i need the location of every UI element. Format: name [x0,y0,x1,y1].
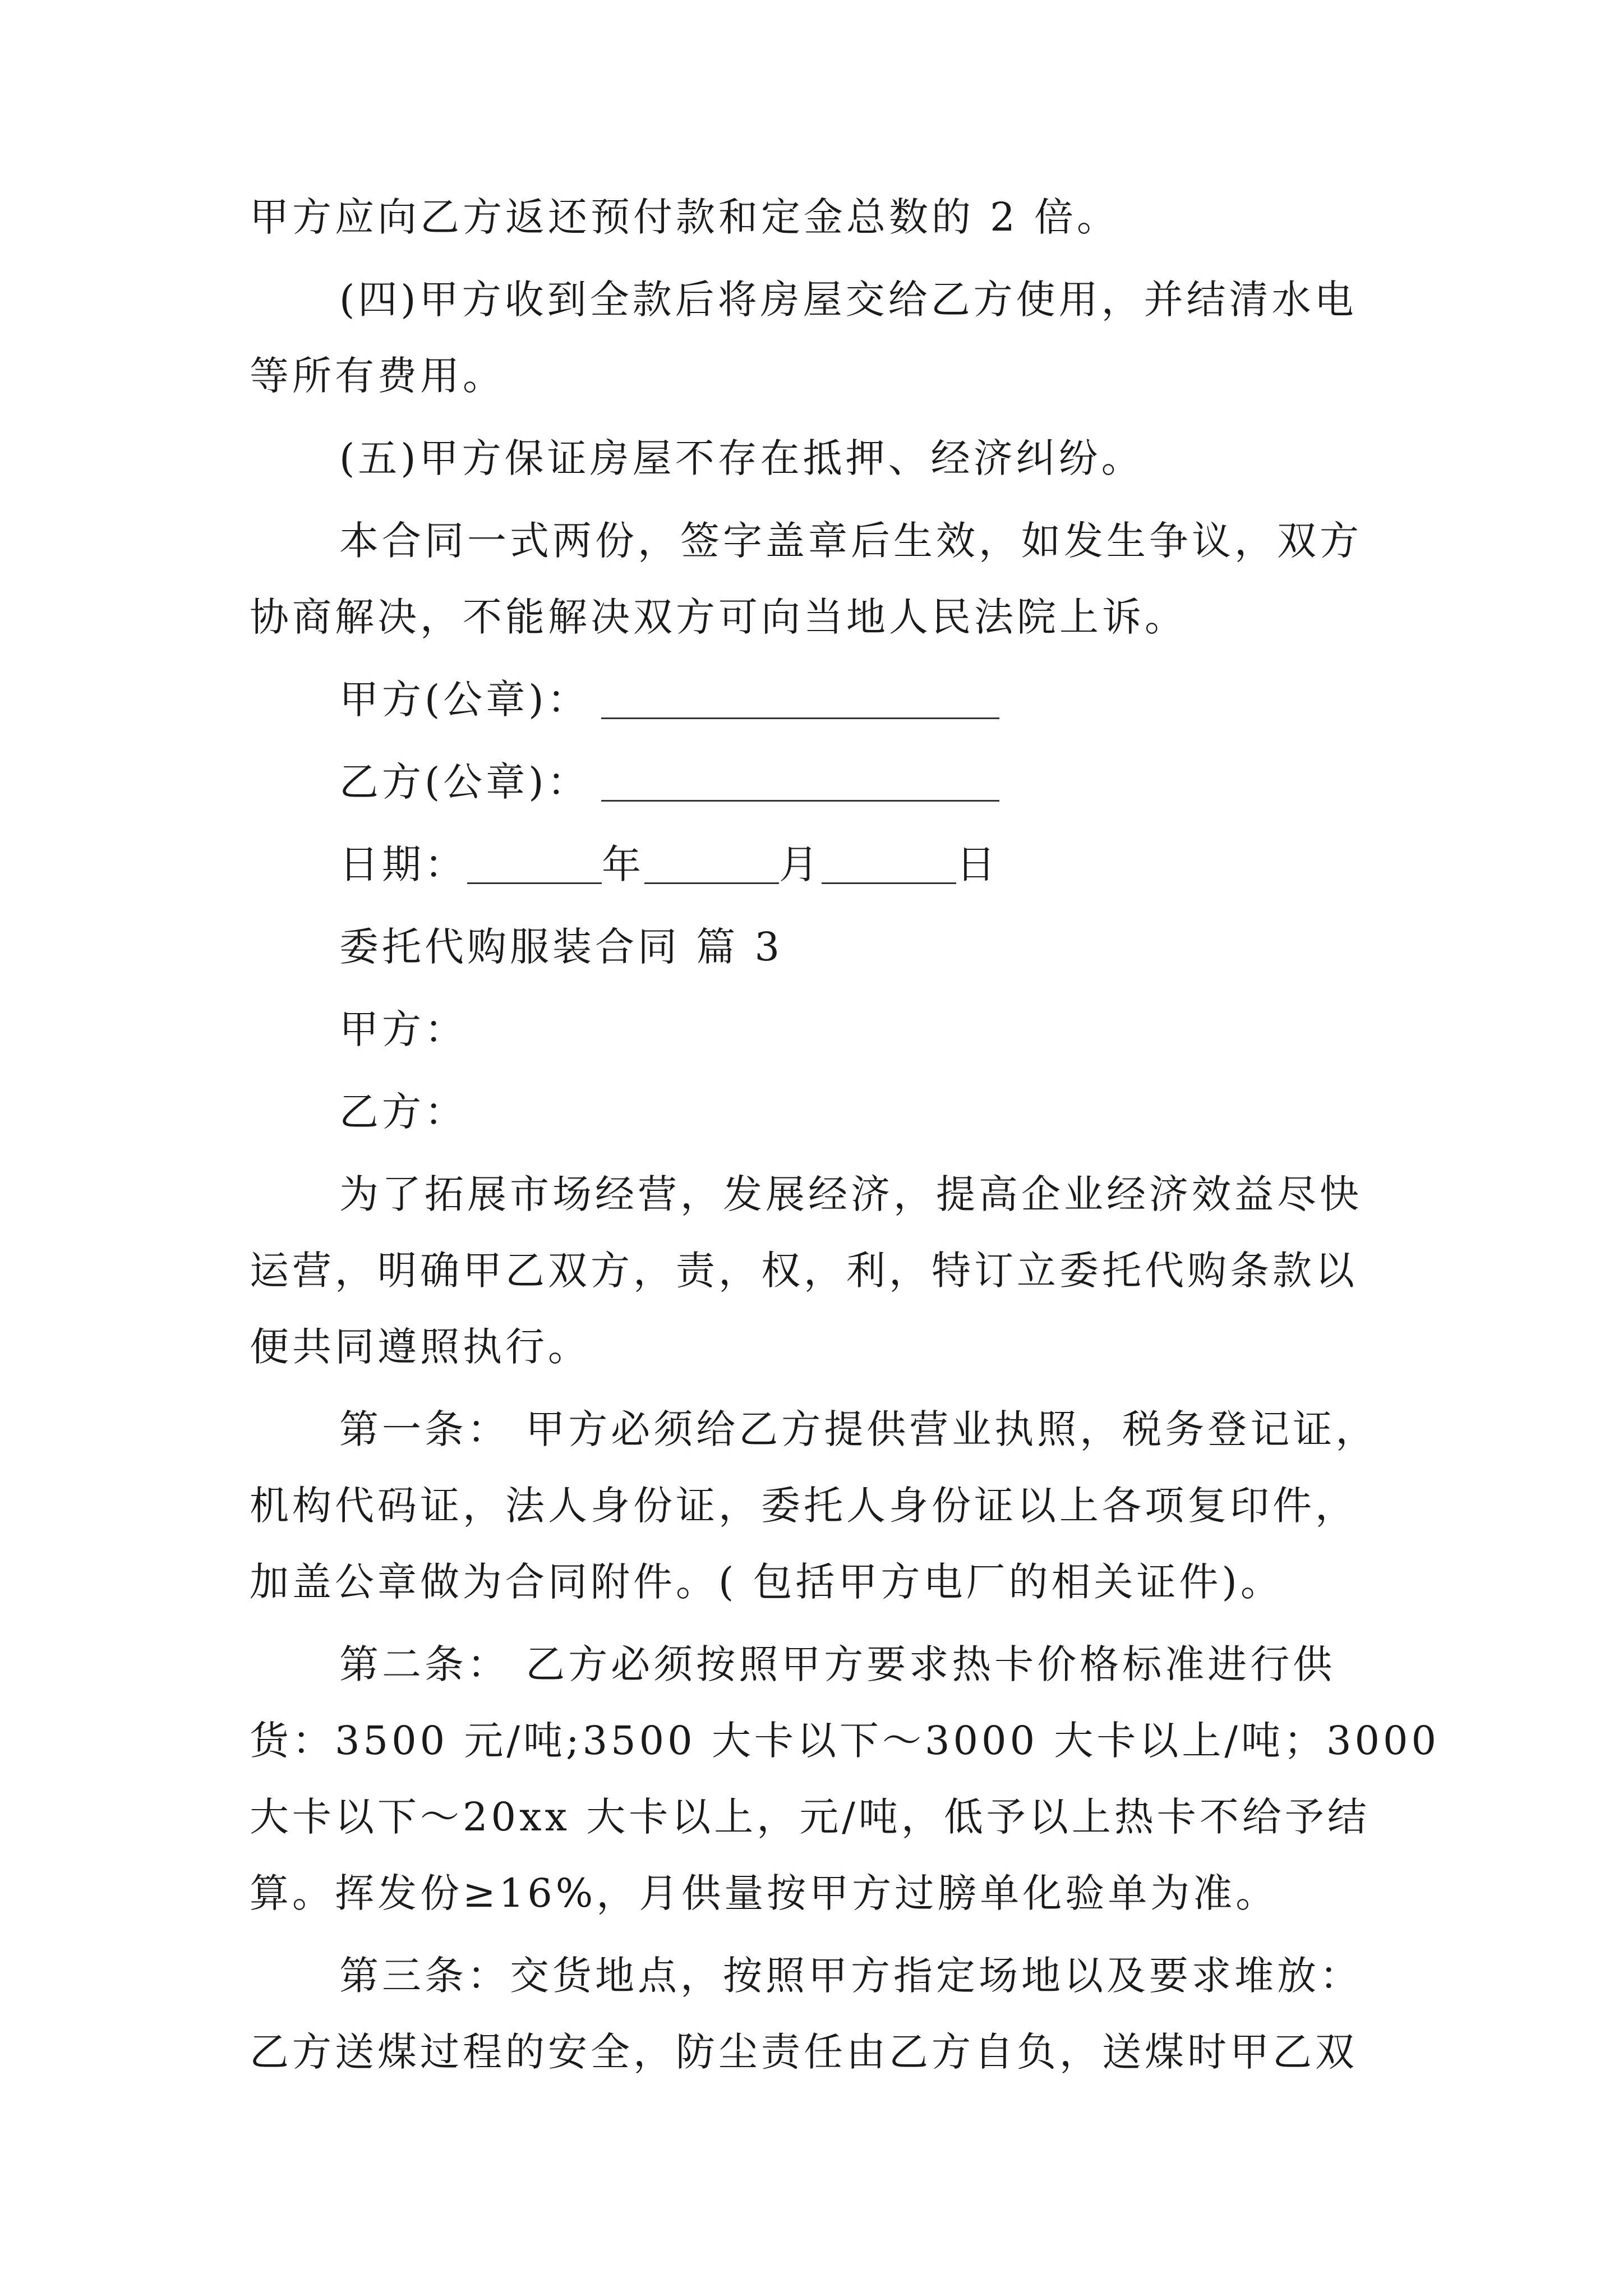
preamble-line: 为了拓展市场经营，发展经济，提高企业经济效益尽快 [339,1171,1362,1217]
date-label: 日期： [339,841,467,887]
clause-four-continuation: 等所有费用。 [250,353,505,399]
article-three-line: 第三条：交货地点，按照甲方指定场地以及要求堆放： [339,1953,1362,1999]
article-two-continuation: 算。挥发份≥16%，月供量按甲方过膀单化验单为准。 [250,1870,1279,1916]
date-day-blank [822,850,956,884]
preamble-continuation: 运营，明确甲乙双方，责，权，利，特订立委托代购条款以 [250,1248,1358,1294]
clause-five-line: (五)甲方保证房屋不存在抵押、经济纠纷。 [339,435,1144,481]
date-day-label: 日 [956,841,999,887]
article-two-continuation: 货：3500 元/吨;3500 大卡以下～3000 大卡以上/吨；3000 [250,1718,1440,1764]
date-month-label: 月 [779,841,822,887]
date-year-label: 年 [602,841,644,887]
article-one-continuation: 机构代码证，法人身份证，委托人身份证以上各项复印件， [250,1483,1358,1529]
date-row [250,841,1388,887]
clause-four-line: (四)甲方收到全款后将房屋交给乙方使用，并结清水电 [339,277,1357,323]
article-three-continuation: 乙方送煤过程的安全，防尘责任由乙方自负，送煤时甲乙双 [250,2029,1358,2075]
date-month-blank [644,850,779,884]
article-one-continuation: 加盖公章做为合同附件。( 包括甲方电厂的相关证件)。 [250,1559,1283,1605]
party-b-seal-label: 乙方(公章)： [339,759,590,805]
contract-copies-line: 本合同一式两份，签字盖章后生效，如发生争议，双方 [339,518,1362,564]
party-a-seal-row [250,677,1388,723]
party-b-label: 乙方： [339,1089,467,1135]
party-b-seal-row [250,759,1388,805]
contract-copies-continuation: 协商解决，不能解决双方可向当地人民法院上诉。 [250,594,1187,640]
article-two-line: 第二条： 乙方必须按照甲方要求热卡价格标准进行供 [339,1641,1336,1687]
section-title: 委托代购服装合同 篇 3 [339,924,783,970]
date-year-blank [467,850,602,884]
party-b-seal-blank [601,767,999,802]
article-one-line: 第一条： 甲方必须给乙方提供营业执照，税务登记证， [339,1406,1378,1452]
party-a-seal-label: 甲方(公章)： [339,677,590,723]
preamble-continuation: 便共同遵照执行。 [250,1324,591,1370]
document-body [250,194,1440,2075]
party-a-label: 甲方： [339,1006,467,1052]
party-a-seal-blank [601,685,999,719]
paragraph-line: 甲方应向乙方返还预付款和定金总数的 2 倍。 [250,194,1120,240]
article-two-continuation: 大卡以下～20xx 大卡以上，元/吨，低予以上热卡不给予结 [250,1794,1370,1840]
